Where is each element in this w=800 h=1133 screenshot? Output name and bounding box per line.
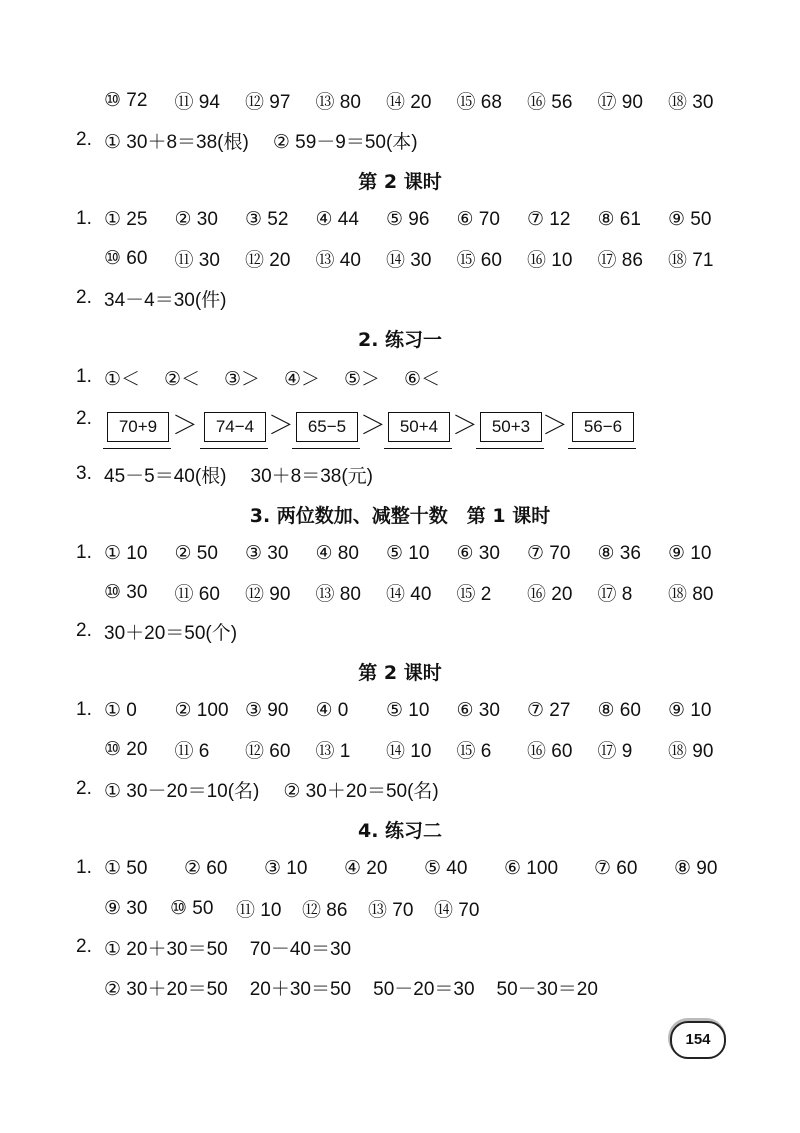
- answer-row: [76, 204, 739, 234]
- compare-item: ⑥＜: [404, 368, 441, 390]
- answer-row: [76, 853, 754, 883]
- question-number: 1.: [76, 542, 92, 563]
- question-number: 2.: [76, 408, 92, 429]
- answer-item: ② 59－9＝50(本): [272, 131, 418, 153]
- answer-item: ① 30＋8＝38(根): [104, 131, 249, 153]
- answer-item: ⑩ 50: [170, 897, 214, 919]
- answer-item: ⑪ 60: [174, 583, 220, 605]
- answer-item: ⑫ 97: [245, 91, 291, 113]
- answer-item: ② 30＋20＝50: [104, 978, 228, 1000]
- question-number: 2.: [76, 129, 92, 150]
- answer-item: ⑥ 30: [456, 699, 500, 721]
- answer-item: 45－5＝40(根): [104, 465, 227, 487]
- answer-item: ⑦ 70: [527, 542, 571, 564]
- greater-than-sign: ＞: [542, 410, 569, 440]
- expression-box: 70+9: [107, 412, 169, 442]
- question-2-row: [76, 125, 418, 155]
- compare-item: ③＞: [224, 368, 261, 390]
- answer-row: [76, 893, 500, 923]
- compare-item: ①＜: [104, 368, 141, 390]
- greater-than-sign: ＞: [172, 410, 199, 440]
- compare-item: ⑤＞: [344, 368, 381, 390]
- answer-item: ⑮ 68: [456, 91, 502, 113]
- answer-item: ⑪ 94: [174, 91, 220, 113]
- answer-item: 50－30＝20: [496, 978, 598, 1000]
- answer-item: ⑭ 10: [386, 740, 432, 762]
- section-title: 2. 练习一: [357, 328, 443, 351]
- answer-item: ⑱ 30: [668, 91, 714, 113]
- answer-item: ⑦ 60: [594, 857, 638, 879]
- answer-item: ⑰ 86: [597, 249, 643, 271]
- answer-item: ① 10: [104, 542, 148, 564]
- answer-item: ③ 52: [245, 208, 289, 230]
- answer-item: ⑥ 30: [456, 542, 500, 564]
- answer-item: ③ 30: [245, 542, 289, 564]
- answer-item: ⑫ 20: [245, 249, 291, 271]
- answer-item: ⑧ 36: [597, 542, 641, 564]
- answer-item: ⑯ 20: [527, 583, 573, 605]
- answer-item: ③ 90: [245, 699, 289, 721]
- question-number: 1.: [76, 857, 92, 878]
- answer-item: ⑭ 70: [434, 899, 480, 921]
- answer-item: ① 20＋30＝50: [104, 938, 228, 960]
- answer-item: ⑨ 30: [104, 897, 148, 919]
- question-2-row: [76, 283, 227, 313]
- answer-item: ⑪ 30: [174, 249, 220, 271]
- answer-item: ⑩ 72: [104, 89, 148, 111]
- compare-row: [76, 362, 464, 392]
- answer-row-top: [76, 85, 739, 115]
- answer-item: ① 25: [104, 208, 148, 230]
- page-number: 154: [670, 1021, 726, 1059]
- answer-item: ⑨ 10: [668, 699, 712, 721]
- answer-item: ⑩ 30: [104, 581, 148, 603]
- answer-item: ⑫ 90: [245, 583, 291, 605]
- answer-item: ④ 20: [344, 857, 388, 879]
- answer-item: ⑬ 70: [368, 899, 414, 921]
- greater-than-sign: ＞: [268, 410, 295, 440]
- answer-item: ⑥ 70: [456, 208, 500, 230]
- answer-item: ⑬ 40: [315, 249, 361, 271]
- answer-item: ⑨ 10: [668, 542, 712, 564]
- expression-box: 74−4: [204, 412, 266, 442]
- answer-item: ① 0: [104, 699, 137, 721]
- underline: [292, 448, 360, 449]
- answer-row: [76, 538, 739, 568]
- section-title: 第 2 课时: [358, 170, 442, 193]
- answer-row: [76, 243, 739, 273]
- answer-item: ⑮ 60: [456, 249, 502, 271]
- compare-item: ④＞: [284, 368, 321, 390]
- underline: [200, 448, 268, 449]
- answer-row: [76, 734, 739, 764]
- answer-item: 34－4＝30(件): [104, 289, 227, 311]
- answer-item: ⑯ 56: [527, 91, 573, 113]
- question-number: 1.: [76, 208, 92, 229]
- expression-box: 56−6: [572, 412, 634, 442]
- answer-item: ④ 44: [315, 208, 359, 230]
- answer-item: ④ 0: [315, 699, 349, 721]
- answer-item: ⑮ 6: [456, 740, 492, 762]
- answer-item: ⑬ 80: [315, 583, 361, 605]
- answer-item: ⑱ 90: [668, 740, 714, 762]
- answer-item: ⑱ 80: [668, 583, 714, 605]
- answer-item: ⑪ 10: [236, 899, 282, 921]
- answer-item: 50－20＝30: [373, 978, 475, 1000]
- question-number: 1.: [76, 366, 92, 387]
- answer-item: ① 30－20＝10(名): [104, 780, 260, 802]
- answer-item: ⑱ 71: [668, 249, 714, 271]
- answer-item: ⑨ 50: [668, 208, 712, 230]
- answer-item: ⑰ 8: [597, 583, 633, 605]
- answer-item: ⑭ 30: [386, 249, 432, 271]
- question-2-row: [76, 616, 237, 646]
- answer-item: ⑥ 100: [504, 857, 559, 879]
- section-title: 4. 练习二: [357, 819, 443, 842]
- answer-item: ⑬ 80: [315, 91, 361, 113]
- section-title: 第 2 课时: [358, 661, 442, 684]
- answer-item: ⑦ 27: [527, 699, 571, 721]
- answer-item: ⑧ 90: [674, 857, 718, 879]
- answer-item: ⑪ 6: [174, 740, 210, 762]
- answer-item: ⑩ 20: [104, 738, 148, 760]
- answer-item: ⑤ 10: [386, 542, 430, 564]
- answer-item: ⑤ 96: [386, 208, 430, 230]
- answer-item: ⑫ 60: [245, 740, 291, 762]
- question-2-row: [76, 774, 439, 804]
- answer-item: ② 50: [174, 542, 218, 564]
- question-number: 3.: [76, 463, 92, 484]
- answer-item: ⑰ 90: [597, 91, 643, 113]
- answer-item: ② 30＋20＝50(名): [283, 780, 439, 802]
- answer-item: 70－40＝30: [249, 938, 352, 960]
- question-3-row: [76, 459, 373, 489]
- question-2-row: [76, 932, 351, 962]
- answer-item: ③ 10: [264, 857, 308, 879]
- question-number: 1.: [76, 699, 92, 720]
- answer-item: ⑦ 12: [527, 208, 571, 230]
- expression-box: 50+3: [480, 412, 542, 442]
- answer-item: ⑤ 40: [424, 857, 468, 879]
- answer-item: ② 30: [174, 208, 218, 230]
- compare-item: ②＜: [164, 368, 201, 390]
- expression-box: 50+4: [388, 412, 450, 442]
- answer-item: ⑯ 10: [527, 249, 573, 271]
- question-number: 2.: [76, 620, 92, 641]
- underline: [384, 448, 452, 449]
- question-2-row-continued: [76, 972, 598, 1002]
- expression-box: 65−5: [296, 412, 358, 442]
- question-number: 2.: [76, 936, 92, 957]
- underline: [476, 448, 544, 449]
- section-title: 3. 两位数加、减整十数 第 1 课时: [249, 504, 551, 527]
- underline: [103, 448, 171, 449]
- answer-item: ⑫ 86: [302, 899, 348, 921]
- underline: [568, 448, 636, 449]
- question-number: 2.: [76, 778, 92, 799]
- question-number: 2.: [76, 287, 92, 308]
- answer-item: ⑮ 2: [456, 583, 492, 605]
- answer-item: 20＋30＝50: [249, 978, 352, 1000]
- answer-item: ⑯ 60: [527, 740, 573, 762]
- answer-item: ⑭ 20: [386, 91, 432, 113]
- greater-than-sign: ＞: [452, 410, 479, 440]
- answer-item: ⑩ 60: [104, 247, 148, 269]
- answer-item: ⑤ 10: [386, 699, 430, 721]
- answer-item: ② 100: [174, 699, 229, 721]
- answer-row: [76, 695, 739, 725]
- answer-item: ② 60: [184, 857, 228, 879]
- answer-item: ④ 80: [315, 542, 359, 564]
- answer-item: ⑧ 61: [597, 208, 641, 230]
- answer-item: 30＋8＝38(元): [250, 465, 373, 487]
- answer-row: [76, 577, 739, 607]
- answer-item: ⑬ 1: [315, 740, 351, 762]
- answer-item: 30＋20＝50(个): [104, 622, 238, 644]
- answer-item: ① 50: [104, 857, 148, 879]
- answer-item: ⑧ 60: [597, 699, 641, 721]
- answer-item: ⑰ 9: [597, 740, 633, 762]
- answer-item: ⑭ 40: [386, 583, 432, 605]
- greater-than-sign: ＞: [360, 410, 387, 440]
